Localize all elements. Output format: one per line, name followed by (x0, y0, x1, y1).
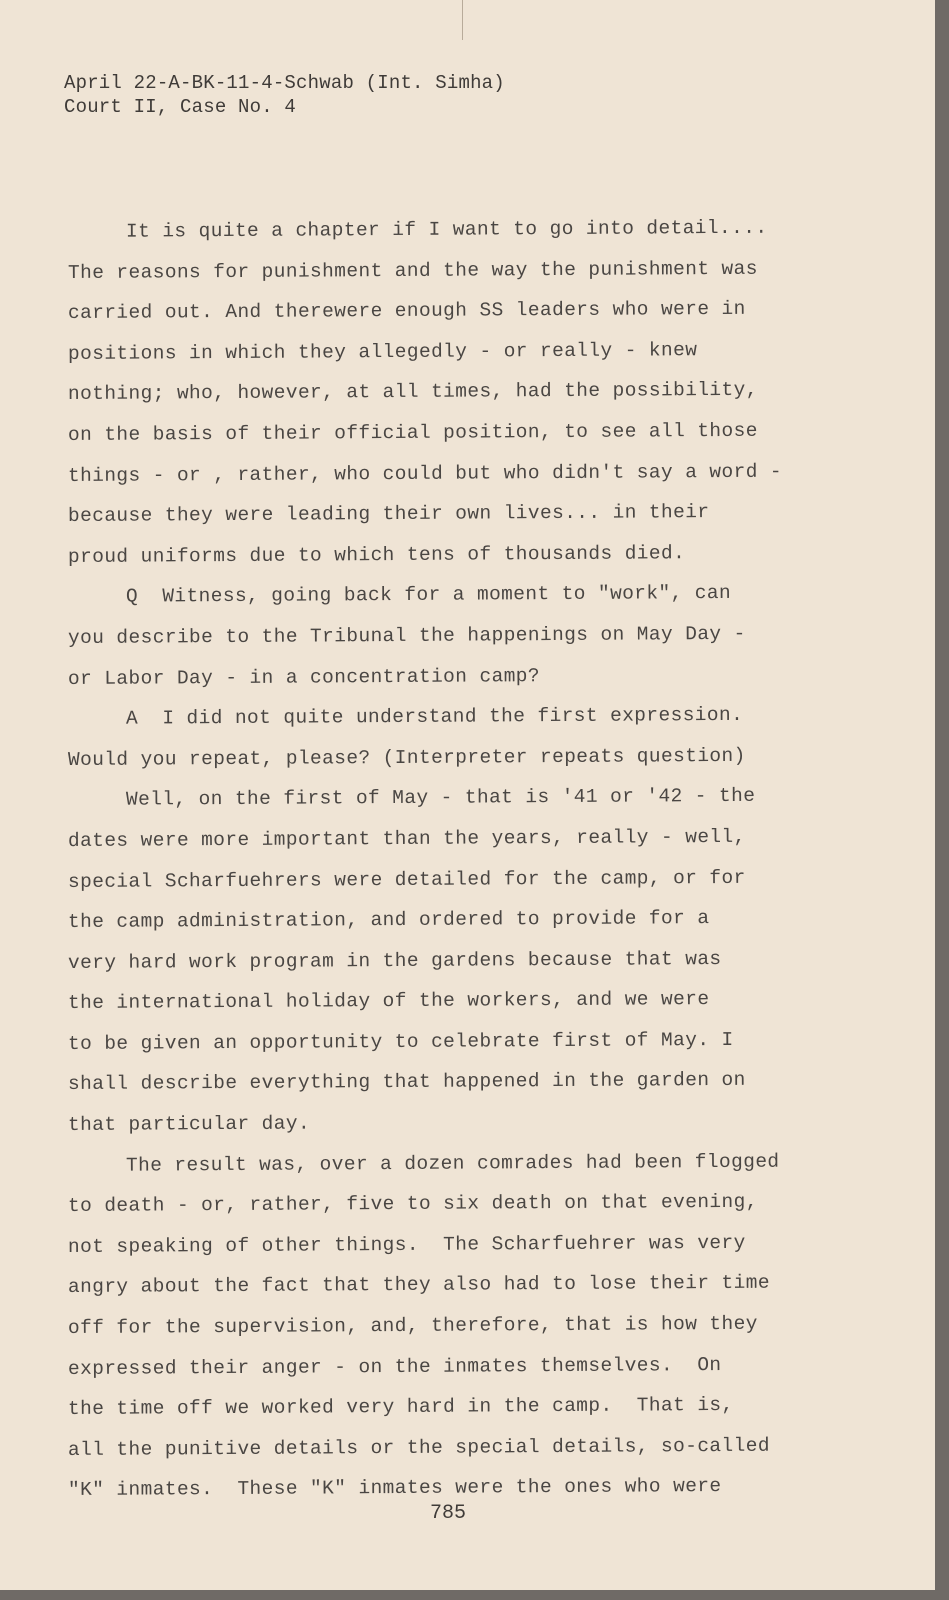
transcript-line: not speaking of other things. The Scharfuehrer was very (67, 1231, 746, 1258)
transcript-line: dates were more important than the years, really - well, (67, 825, 746, 852)
transcript-line: Would you repeat, please? (Interpreter repeats question) (67, 744, 746, 771)
transcript-line: you describe to the Tribunal the happenings on May Day - (67, 622, 746, 649)
fold-mark (462, 0, 463, 40)
transcript-line: things - or , rather, who could but who didn't say a word - (67, 460, 783, 487)
transcript-line: or Labor Day - in a concentration camp? (67, 664, 541, 690)
transcript-line: Well, on the first of May - that is '41 or '42 - the (125, 785, 756, 811)
transcript-body (68, 212, 828, 1511)
transcript-line: positions in which they allegedly - or really - knew (67, 338, 698, 365)
transcript-line: shall describe everything that happened in the garden on (67, 1069, 746, 1096)
header-line-2: Court II, Case No. 4 (64, 96, 297, 118)
transcript-line: that particular day. (67, 1112, 311, 1137)
transcript-line: The result was, over a dozen comrades had been flogged (125, 1150, 780, 1177)
transcript-line: the time off we worked very hard in the camp. That is, (67, 1394, 734, 1421)
transcript-line: on the basis of their official position, to see all those (67, 419, 758, 446)
header-line-1: April 22-A-BK-11-4-Schwab (Int. Simha) (64, 72, 505, 94)
document-header (64, 71, 505, 119)
transcript-line: to death - or, rather, five to six death on that evening, (67, 1191, 758, 1218)
transcript-line: "K" inmates. These "K" inmates were the ones who were (67, 1475, 722, 1502)
transcript-line: to be given an opportunity to celebrate first of May. I (67, 1028, 734, 1055)
transcript-line: nothing; who, however, at all times, had the possibility, (67, 379, 758, 406)
transcript-line: Q Witness, going back for a moment to "work", can (125, 582, 732, 608)
transcript-line: the international holiday of the workers, and we were (67, 988, 710, 1015)
transcript-line: The reasons for punishment and the way the punishment was (67, 257, 758, 284)
transcript-line: off for the supervision, and, therefore, that is how they (67, 1312, 758, 1340)
page-number: 785 (430, 1502, 467, 1525)
transcript-line: the camp administration, and ordered to provide for a (67, 907, 710, 934)
transcript-line: special Scharfuehrers were detailed for the camp, or for (67, 866, 746, 893)
transcript-line: all the punitive details or the special details, so-called (67, 1434, 770, 1461)
transcript-line: proud uniforms due to which tens of thousands died. (67, 541, 686, 568)
transcript-line: expressed their anger - on the inmates themselves. On (67, 1353, 722, 1380)
transcript-line: very hard work program in the gardens because that was (67, 947, 722, 974)
transcript-line: because they were leading their own lives... in their (67, 501, 710, 528)
transcript-line: carried out. And therewere enough SS leaders who were in (67, 298, 746, 325)
transcript-line: It is quite a chapter if I want to go into detail.... (125, 216, 768, 243)
transcript-line: A I did not quite understand the first expression. (125, 704, 744, 730)
transcript-line: angry about the fact that they also had to lose their time (67, 1272, 770, 1299)
